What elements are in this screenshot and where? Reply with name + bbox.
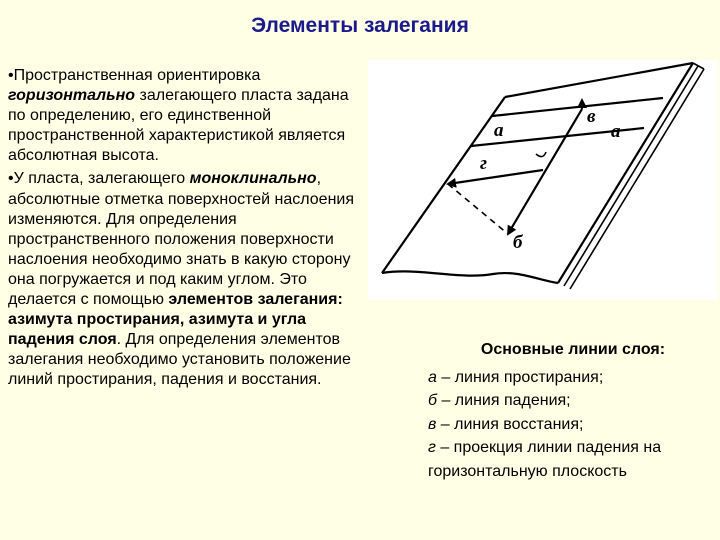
legend-key: в (428, 415, 437, 433)
legend-key: б (428, 392, 437, 409)
paragraph-text: , абсолютные отметка поверхностей наслоения изменяются. Для определения пространственного положения поверхности наслоения необходимо знать в какую сторону она погружается и под каким углом. Это делается с помощью (8, 170, 355, 309)
paragraph-text: залегающего пласта задана по определению, его единственной пространственной характеристикой является абсолютная высота. (8, 87, 349, 165)
legend-heading: Основные линии слоя: (480, 341, 666, 358)
slide-title: Элементы залегания (251, 14, 469, 37)
label-b: б (513, 232, 523, 253)
emphasis-monoclinal: моноклинально (189, 170, 317, 188)
emphasis-elements: элементов залегания: азимута простирания, азимута и угла падения слоя (8, 291, 343, 349)
bed-right-edge (558, 63, 693, 283)
legend-key: а (428, 368, 437, 386)
strike-line-a-top (492, 98, 663, 116)
paragraph-monoclinal (8, 169, 360, 390)
bed-top-edge (505, 63, 693, 97)
dip-angle-arc (536, 152, 546, 157)
dip-line-b (508, 109, 582, 234)
legend-text: – линия восстания; (436, 415, 584, 433)
label-a-right: а (611, 121, 621, 142)
legend-text: – проекция линии падения на горизонтальную плоскость (428, 439, 662, 480)
legend-item-b (428, 389, 718, 413)
paragraph-horizontal (8, 66, 360, 166)
paragraph-text: . Для определения элементов залегания необходимо установить положение линий простирания, падения и восстания. (8, 331, 351, 389)
label-a-left: а (494, 120, 504, 141)
projection-line-g (448, 170, 543, 184)
label-g: г (480, 153, 488, 174)
legend-item-v (428, 413, 718, 437)
bullet: • (8, 67, 14, 84)
bed-left-edge (382, 97, 505, 273)
label-v: в (587, 106, 596, 127)
paragraph-text: У пласта, залегающего (13, 170, 190, 188)
legend-item-g (428, 436, 718, 483)
layer-lines-legend (428, 338, 718, 483)
left-text-block (8, 66, 360, 394)
legend-item-a (428, 366, 718, 390)
legend-key: г (428, 439, 436, 456)
emphasis-horizontal: горизонтально (8, 87, 136, 105)
paragraph-text: Пространственная ориентировка (13, 67, 261, 84)
bedding-diagram (368, 60, 718, 300)
vertical-dashed (448, 184, 508, 234)
legend-text: – линия простирания; (436, 368, 604, 386)
bedding-diagram-svg (368, 60, 718, 300)
bed-bottom-edge (382, 271, 558, 283)
legend-text: – линия падения; (437, 392, 571, 409)
bullet: • (8, 170, 14, 188)
